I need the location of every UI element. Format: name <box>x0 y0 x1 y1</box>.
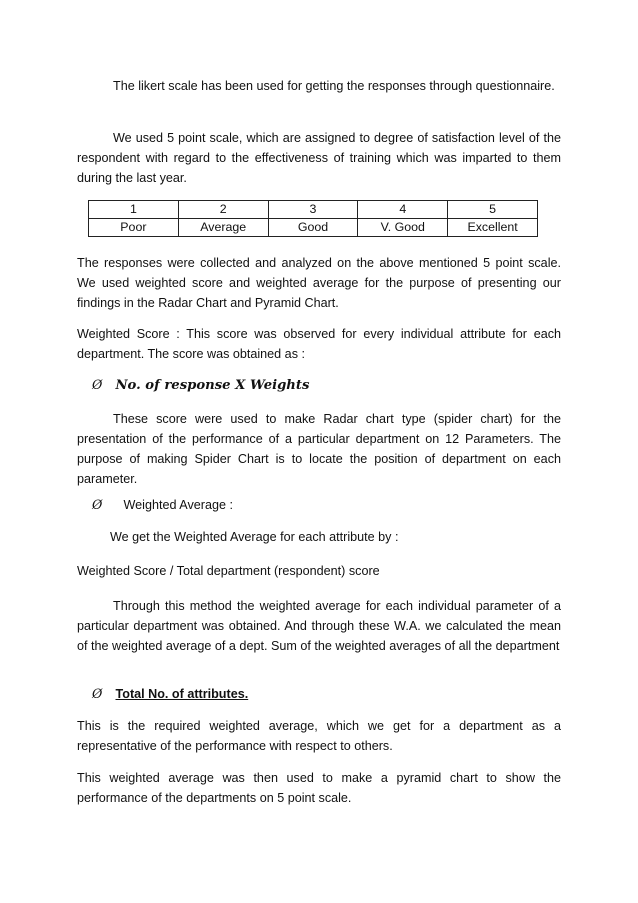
scale-number-cell: 3 <box>268 201 358 219</box>
scale-number-cell: 4 <box>358 201 448 219</box>
bullet-arrow-icon: Ø <box>92 497 103 512</box>
scale-label-cell: Average <box>178 219 268 237</box>
scale-number-cell: 2 <box>178 201 268 219</box>
paragraph-required-average: This is the required weighted average, which we get for a department as a representative of the performance with respect to others. <box>77 719 561 753</box>
paragraph-radar-chart: These score were used to make Radar chart type (spider chart) for the presentation of the performance of a particular department on 12 Parameters. The purpose of making Spider Chart is to locate the position of department on each parameter. <box>77 412 561 486</box>
scale-label-cell: V. Good <box>358 219 448 237</box>
line-weighted-average-method: We get the Weighted Average for each attribute by : <box>110 530 399 544</box>
line-formula: Weighted Score / Total department (respondent) score <box>77 564 380 578</box>
paragraph-method-result: Through this method the weighted average for each individual parameter of a particular department was obtained. And through these W.A. we calculated the mean of the weighted average of a dept. Sum of the weighted averages of all the department <box>77 599 561 653</box>
paragraph-responses-analysis: The responses were collected and analyzed on the above mentioned 5 point scale. We used weighted score and weighted average for the purpose of presenting our findings in the Radar Chart and Pyramid Chart. <box>77 256 561 310</box>
bullet-arrow-icon: Ø <box>92 686 103 701</box>
likert-scale-table <box>88 200 538 237</box>
bullet-label: Total No. of attributes. <box>115 687 249 701</box>
bullet-total-attributes <box>92 684 248 704</box>
paragraph-pyramid-chart: This weighted average was then used to make a pyramid chart to show the performance of the departments on 5 point scale. <box>77 771 561 805</box>
bullet-arrow-icon: Ø <box>92 377 103 392</box>
scale-number-cell: 5 <box>448 201 538 219</box>
paragraph-likert-intro: The likert scale has been used for getting the responses through questionnaire. <box>113 79 555 93</box>
scale-label-row <box>89 219 538 237</box>
bullet-weighted-average <box>92 495 233 515</box>
scale-label-cell: Poor <box>89 219 179 237</box>
bullet-response-weights <box>92 375 309 396</box>
paragraph-five-point-scale: We used 5 point scale, which are assigned to degree of satisfaction level of the respondent with regard to the effectiveness of training which was imparted to them during the last year. <box>77 131 561 185</box>
scale-number-row <box>89 201 538 219</box>
scale-label-cell: Excellent <box>448 219 538 237</box>
paragraph-weighted-score: Weighted Score : This score was observed for every individual attribute for each department. The score was obtained as : <box>77 327 561 361</box>
scale-number-cell: 1 <box>89 201 179 219</box>
bullet-label: Weighted Average : <box>123 498 233 512</box>
bullet-label: No. of response X Weights <box>115 378 310 393</box>
scale-label-cell: Good <box>268 219 358 237</box>
